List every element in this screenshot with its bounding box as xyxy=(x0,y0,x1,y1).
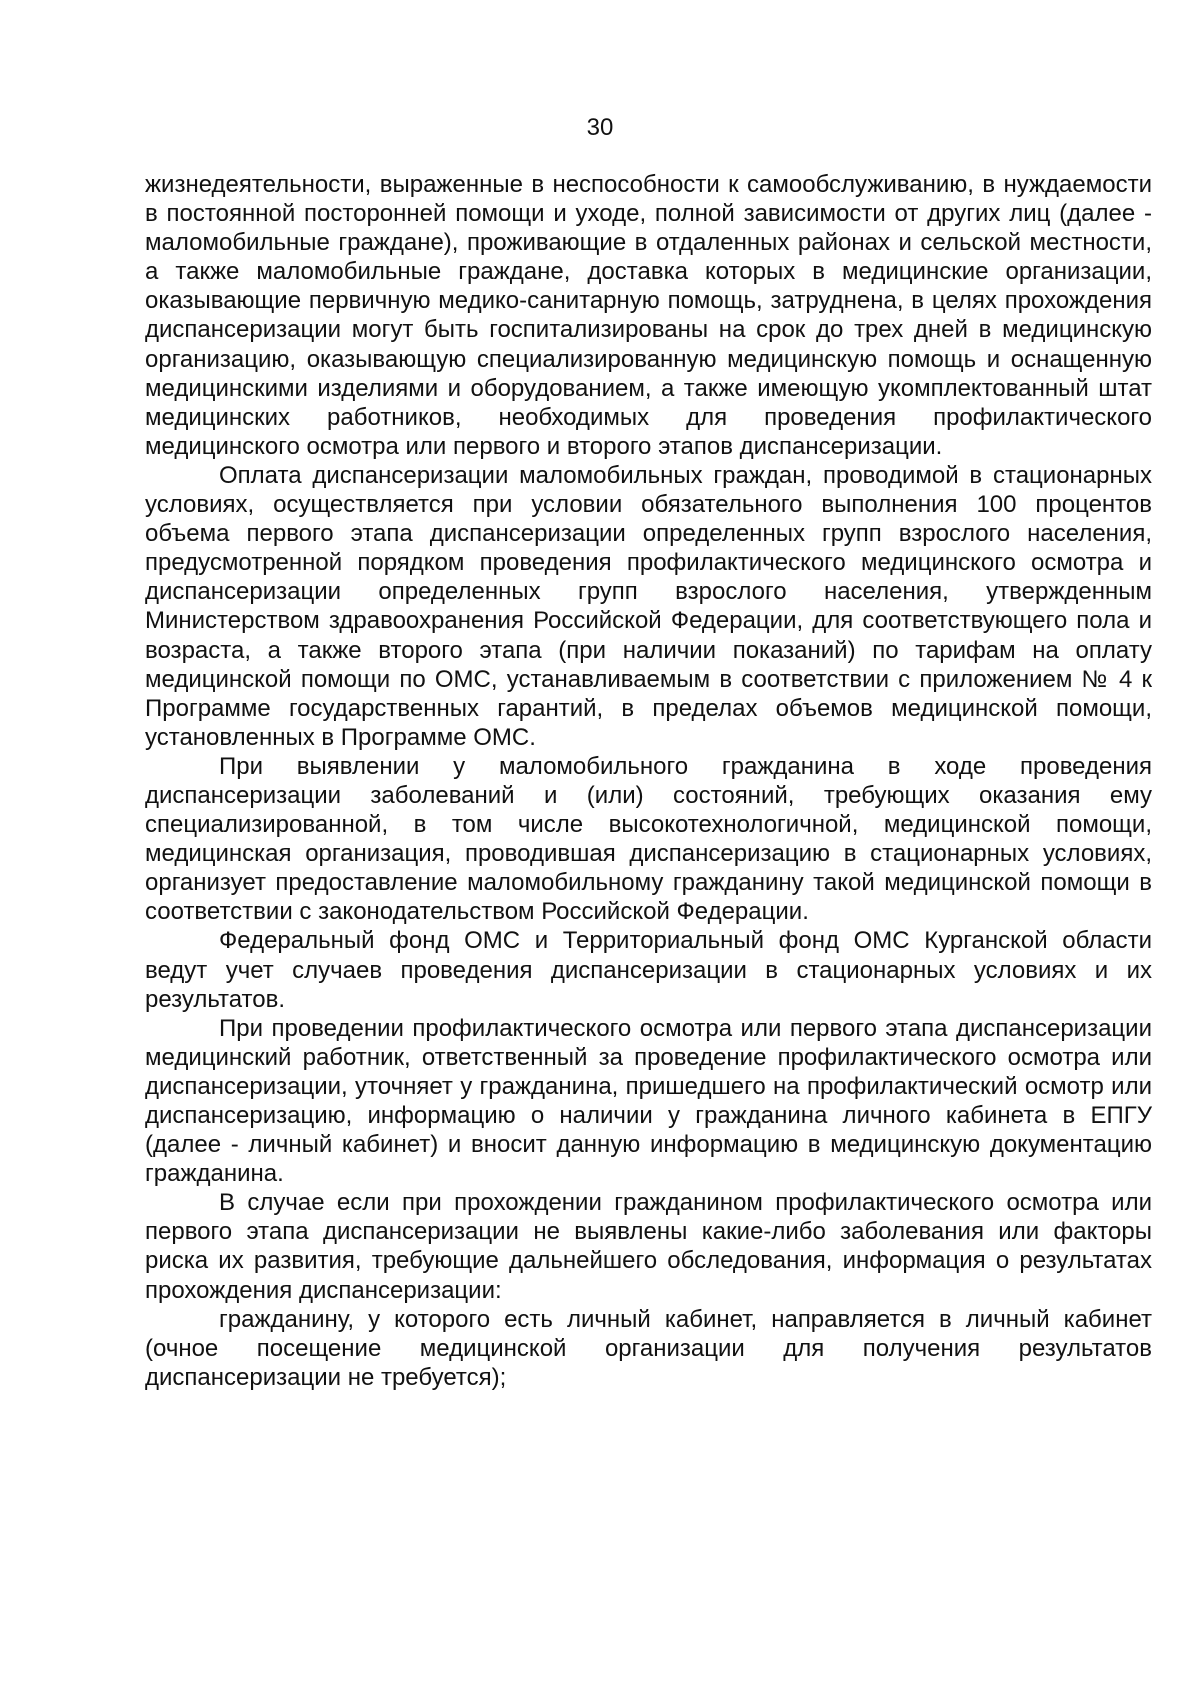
paragraph-results: В случае если при прохождении гражданином профилактического осмотра или первого этапа диспансеризации не выявлены какие-либо заболевания или факторы риска их развития, требующие дальнейшего обследования, информация о результатах прохождения диспансеризации: xyxy=(145,1189,1152,1304)
paragraph-results-delivery: гражданину, у которого есть личный кабинет, направляется в личный кабинет (очное посещение медицинской организации для получения результатов диспансеризации не требуется); xyxy=(145,1305,1152,1391)
paragraph-personal-account: При проведении профилактического осмотра или первого этапа диспансеризации медицинский работник, ответственный за проведение профилактического осмотра или диспансеризации, уточняет у гражданина, пришедшего на профилактический осмотр или диспансеризацию, информацию о наличии у гражданина личного кабинета в ЕПГУ (далее - личный кабинет) и вносит данную информацию в медицинскую документацию гражданина. xyxy=(145,1014,1152,1188)
paragraph-payment: Оплата диспансеризации маломобильных граждан, проводимой в стационарных условиях, осуществляется при условии обязательного выполнения 100 процентов объема первого этапа диспансеризации определенных групп взрослого населения, предусмотренной порядком проведения профилактического медицинского осмотра и диспансеризации определенных групп взрослого населения, утвержденным Министерством здравоохранения Российской Федерации, для соответствующего пола и возраста, а также второго этапа (при наличии показаний) по тарифам на оплату медицинской помощи по ОМС, устанавливаемым в соответствии с приложением № 4 к Программе государственных гарантий, в пределах объемов медицинской помощи, установленных в Программе ОМС. xyxy=(145,461,1152,751)
paragraph-continuation: жизнедеятельности, выраженные в неспособности к самообслуживанию, в нуждаемости в постоянной посторонней помощи и уходе, полной зависимости от других лиц (далее - маломобильные граждане), проживающие в отдаленных районах и сельской местности, а также маломобильные граждане, доставка которых в медицинские организации, оказывающие первичную медико-санитарную помощь, затруднена, в целях прохождения диспансеризации могут быть госпитализированы на срок до трех дней в медицинскую организацию, оказывающую специализированную медицинскую помощь и оснащенную медицинскими изделиями и оборудованием, а также имеющую укомплектованный штат медицинских работников, необходимых для проведения профилактического медицинского осмотра или первого и второго этапов диспансеризации. xyxy=(145,171,1152,460)
paragraph-accounting: Федеральный фонд ОМС и Территориальный фонд ОМС Курганской области ведут учет случаев проведения диспансеризации в стационарных условиях и их результатов. xyxy=(145,927,1152,1013)
document-body xyxy=(145,170,1152,1392)
page-number: 30 xyxy=(586,114,614,141)
paragraph-detection: При выявлении у маломобильного гражданина в ходе проведения диспансеризации заболеваний и (или) состояний, требующих оказания ему специализированной, в том числе высокотехнологичной, медицинской помощи, медицинская организация, проводившая диспансеризацию в стационарных условиях, организует предоставление маломобильному гражданину такой медицинской помощи в соответствии с законодательством Российской Федерации. xyxy=(145,752,1152,926)
